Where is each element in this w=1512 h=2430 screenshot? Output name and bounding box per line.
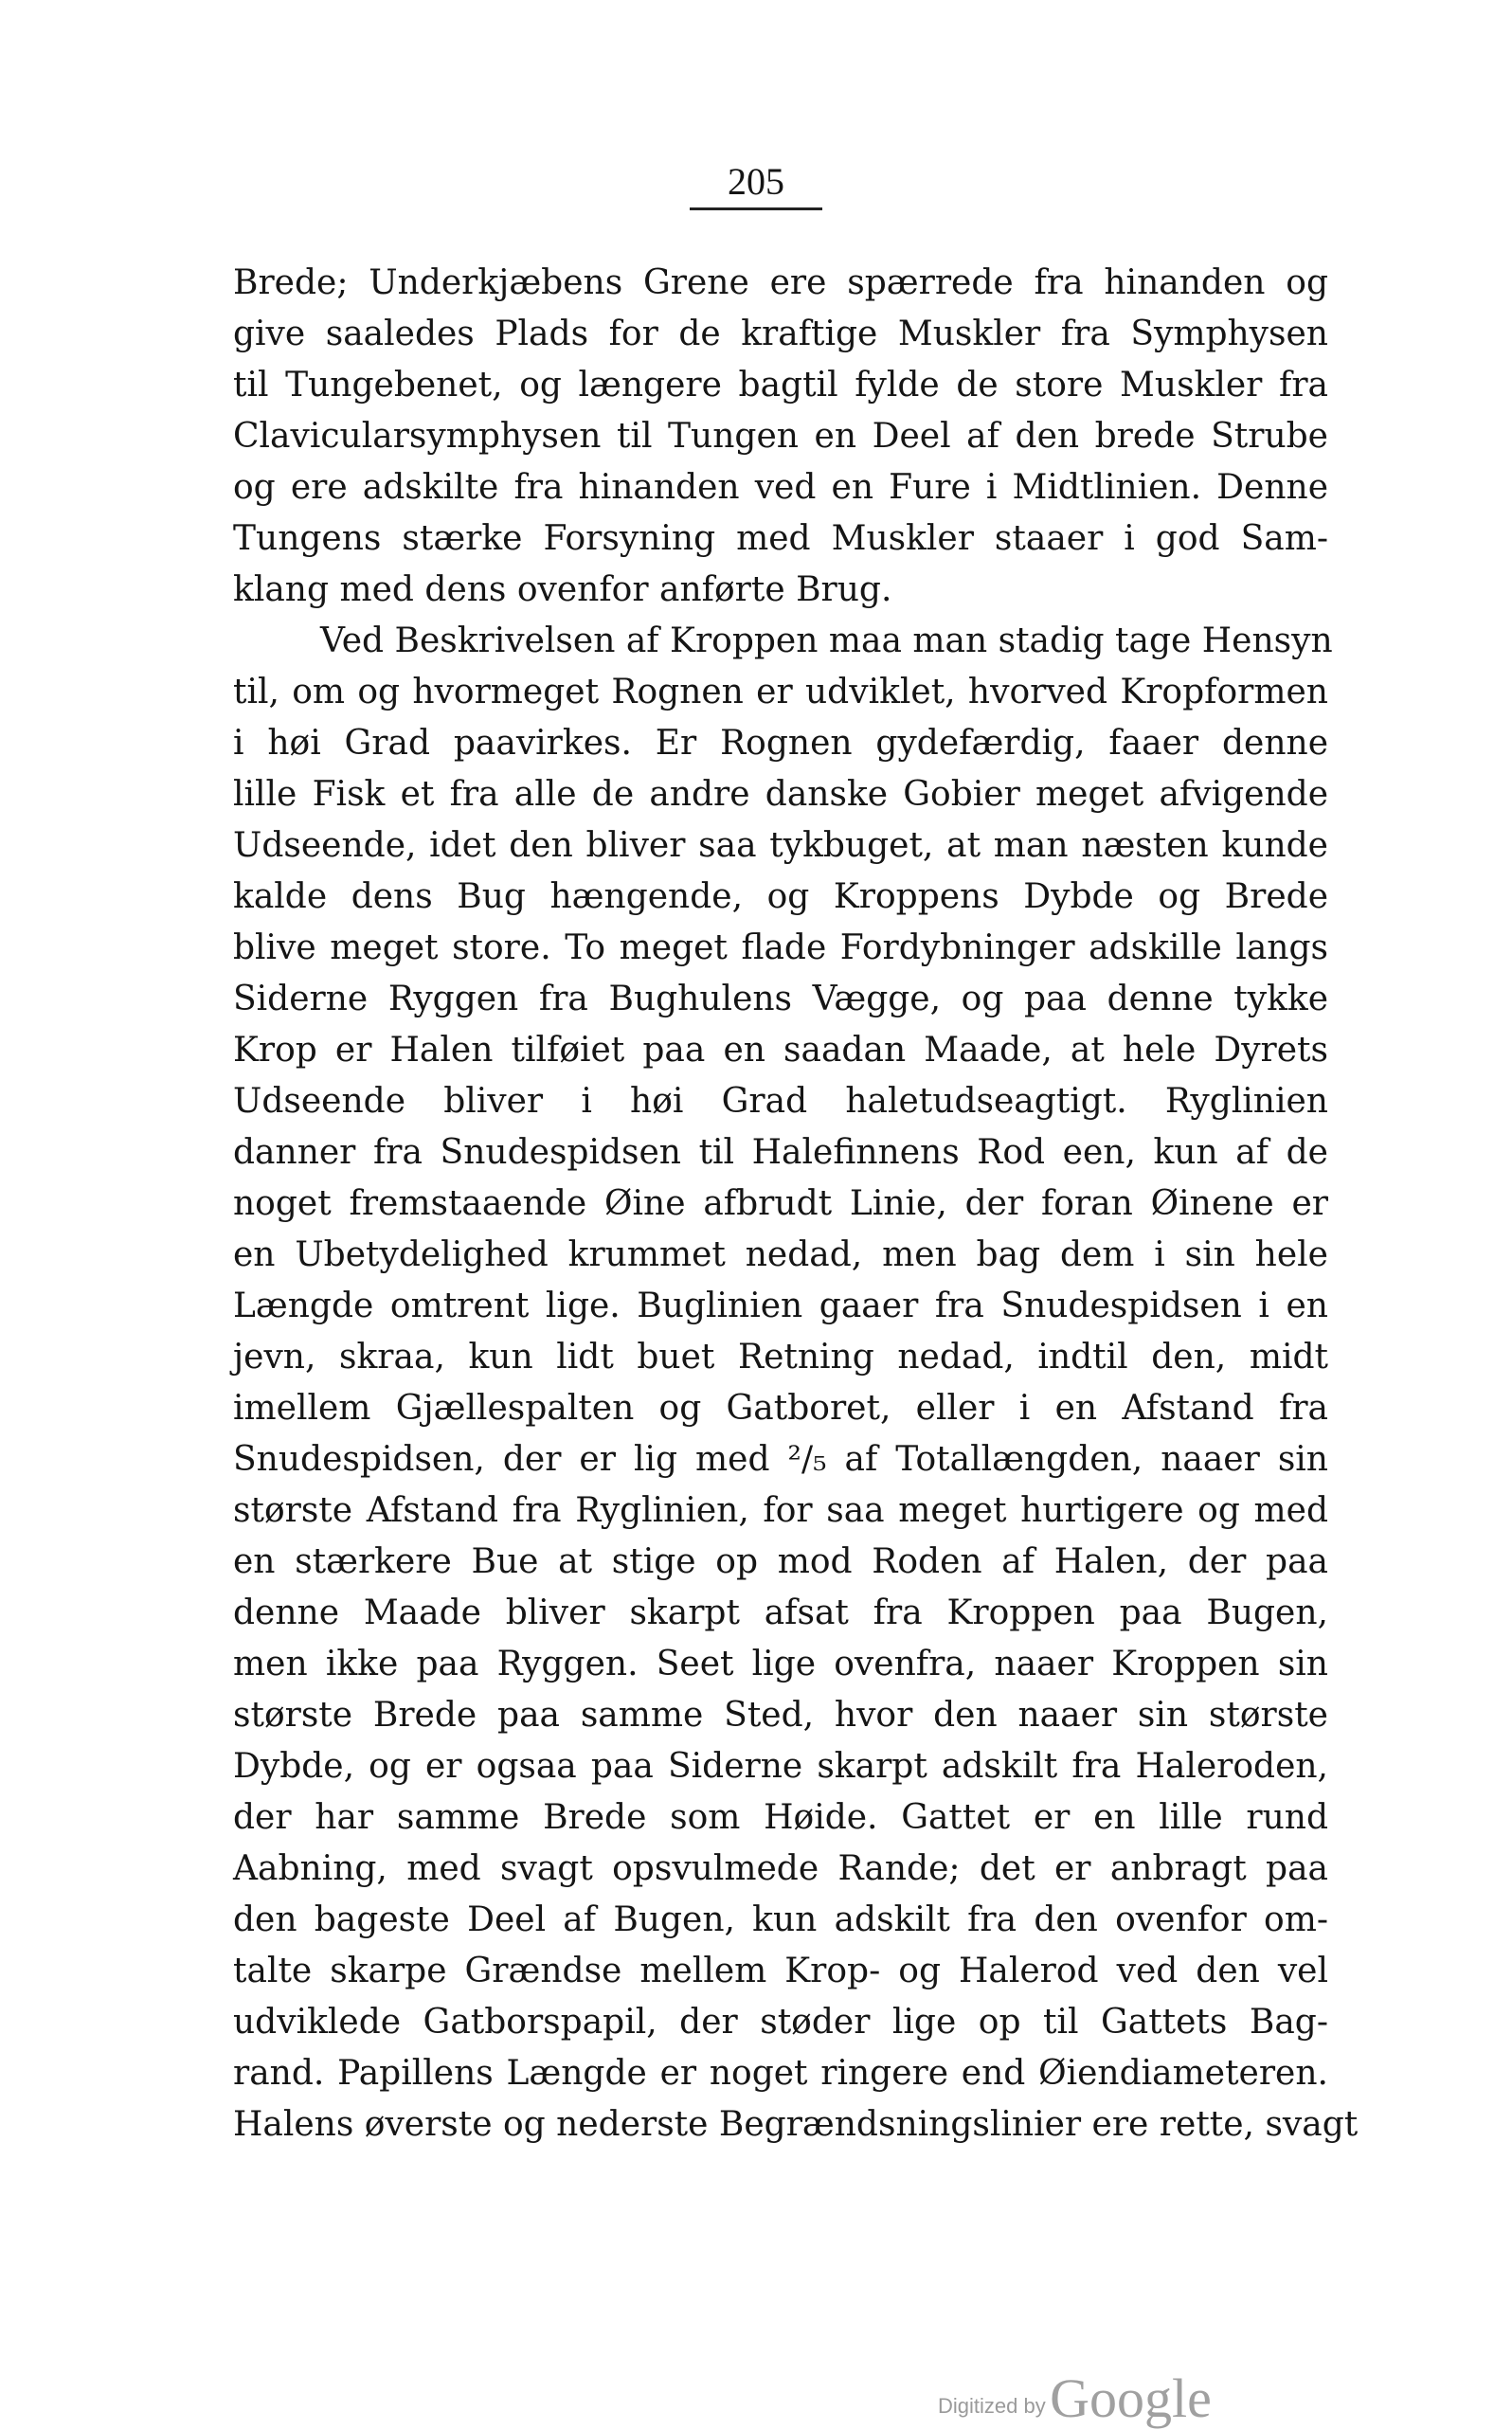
text-line: Halens øverste og nederste Begrændsningslinier ere rette, svagt (233, 2105, 1359, 2144)
text-line: Snudespidsen, der er lig med ²/₅ af Totallængden, naaer sin (233, 1440, 1328, 1479)
paragraph-start-line: Ved Beskrivelsen af Kroppen maa man stadig tage Hensyn (320, 621, 1333, 660)
text-line: danner fra Snudespidsen til Halefinnens Rod een, kun af de (233, 1133, 1328, 1172)
text-line: største Brede paa samme Sted, hvor den naaer sin største (233, 1696, 1328, 1735)
watermark-prefix: Digitized by (938, 2394, 1046, 2418)
text-line: rand. Papillens Længde er noget ringere end Øiendiameteren. (233, 2054, 1328, 2093)
text-line: talte skarpe Grændse mellem Krop- og Halerod ved den vel (233, 1952, 1328, 1990)
text-line: og ere adskilte fra hinanden ved en Fure i Midtlinien. Denne (233, 468, 1328, 507)
text-line: Tungens stærke Forsyning med Muskler staaer i god Sam- (233, 519, 1328, 558)
text-line: den bageste Deel af Bugen, kun adskilt fra den ovenfor om- (233, 1900, 1328, 1939)
text-line: Udseende, idet den bliver saa tykbuget, at man næsten kunde (233, 826, 1328, 865)
digitized-by-google-watermark (938, 2367, 1212, 2430)
text-line: give saaledes Plads for de kraftige Muskler fra Symphysen (233, 315, 1328, 353)
text-line: Udseende bliver i høi Grad haletudseagtigt. Ryglinien (233, 1082, 1328, 1121)
text-line: denne Maade bliver skarpt afsat fra Kroppen paa Bugen, (233, 1593, 1328, 1632)
text-line: blive meget store. To meget flade Fordybninger adskille langs (233, 928, 1328, 967)
text-line: udviklede Gatborspapil, der støder lige op til Gattets Bag- (233, 2003, 1328, 2042)
text-line: jevn, skraa, kun lidt buet Retning nedad, indtil den, midt (233, 1338, 1328, 1377)
text-line: største Afstand fra Ryglinien, for saa meget hurtigere og med (233, 1491, 1328, 1530)
body-text (233, 258, 1359, 2151)
text-line: Aabning, med svagt opsvulmede Rande; det er anbragt paa (233, 1849, 1328, 1888)
text-line: en stærkere Bue at stige op mod Roden af Halen, der paa (233, 1542, 1328, 1581)
text-line: Clavicularsymphysen til Tungen en Deel af den brede Strube (233, 417, 1328, 456)
text-line: noget fremstaaende Øine afbrudt Linie, der foran Øinene er (233, 1184, 1328, 1223)
text-line: i høi Grad paavirkes. Er Rognen gydefærdig, faaer denne (233, 724, 1328, 763)
text-line: men ikke paa Ryggen. Seet lige ovenfra, naaer Kroppen sin (233, 1645, 1328, 1683)
text-line: Siderne Ryggen fra Bughulens Vægge, og paa denne tykke (233, 980, 1328, 1018)
text-line: kalde dens Bug hængende, og Kroppens Dybde og Brede (233, 877, 1328, 916)
text-line: til, om og hvormeget Rognen er udviklet, hvorved Kropformen (233, 673, 1328, 711)
page-number: 205 (0, 159, 1512, 210)
text-line: Længde omtrent lige. Buglinien gaaer fra Snudespidsen i en (233, 1287, 1328, 1325)
text-line: en Ubetydelighed krummet nedad, men bag dem i sin hele (233, 1235, 1328, 1274)
text-line: Krop er Halen tilføiet paa en saadan Maade, at hele Dyrets (233, 1031, 1328, 1070)
google-logo: Google (1050, 2367, 1212, 2429)
text-line: lille Fisk et fra alle de andre danske Gobier meget afvigende (233, 775, 1328, 814)
text-line: imellem Gjællespalten og Gatboret, eller i en Afstand fra (233, 1389, 1328, 1428)
text-line: Dybde, og er ogsaa paa Siderne skarpt adskilt fra Haleroden, (233, 1747, 1328, 1786)
text-line: til Tungebenet, og længere bagtil fylde de store Muskler fra (233, 366, 1328, 405)
text-line: klang med dens ovenfor anførte Brug. (233, 570, 892, 609)
text-line: der har samme Brede som Høide. Gattet er en lille rund (233, 1798, 1328, 1837)
text-line: Brede; Underkjæbens Grene ere spærrede fra hinanden og (233, 263, 1328, 302)
